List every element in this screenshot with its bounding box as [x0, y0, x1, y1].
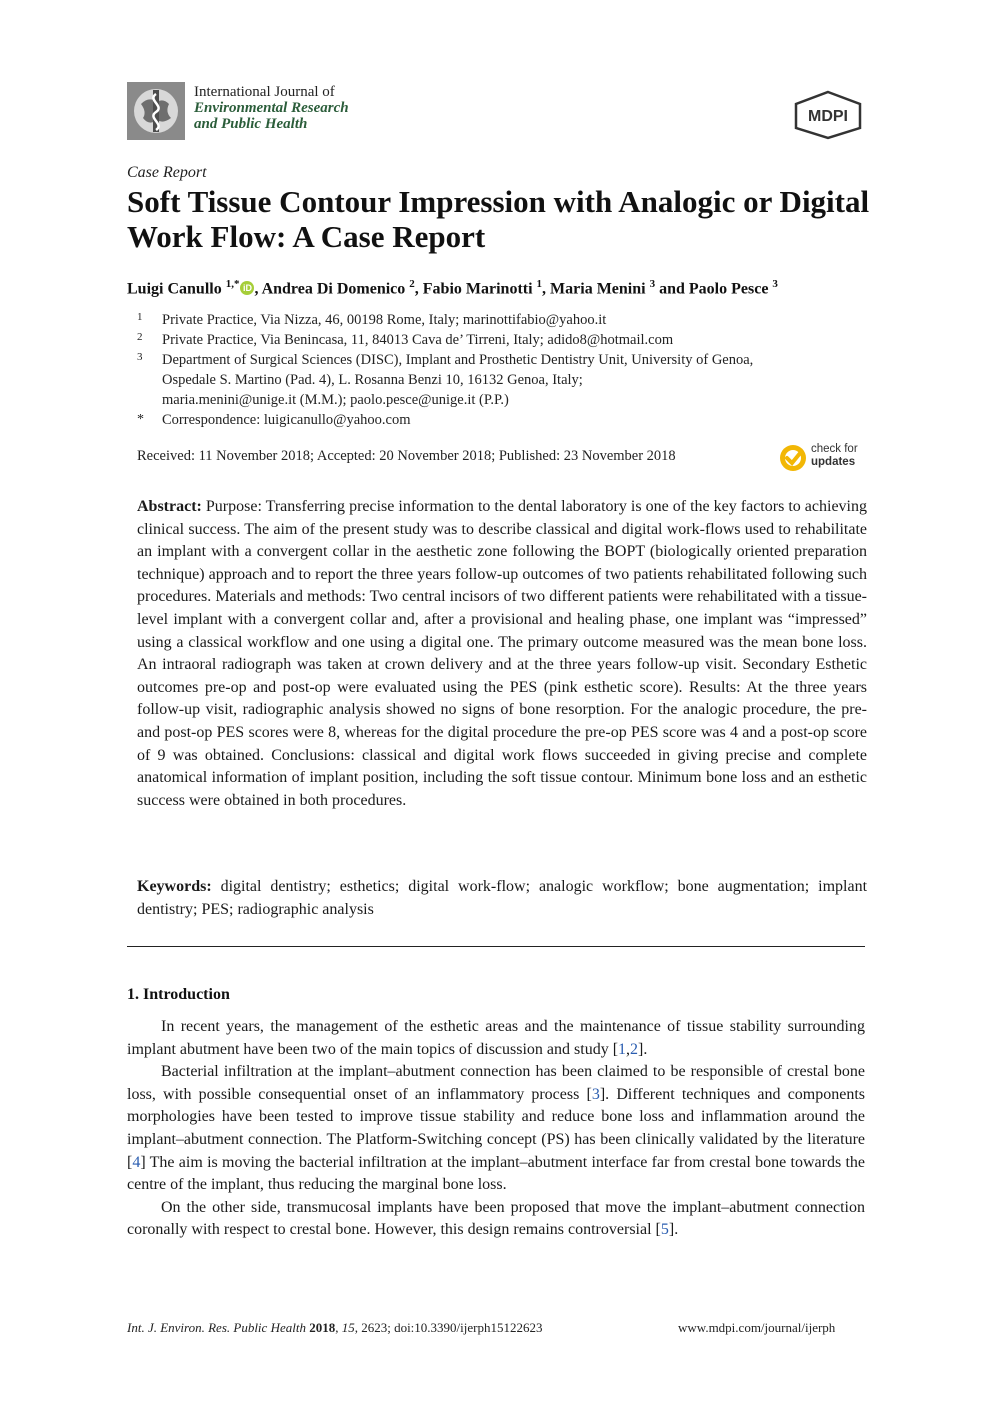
author-affiliation-marker: 2 — [409, 278, 415, 290]
affiliation-item — [137, 410, 877, 430]
article-title: Soft Tissue Contour Impression with Analogic or Digital Work Flow: A Case Report — [127, 184, 870, 254]
affiliation-item — [137, 310, 877, 330]
publication-dates: Received: 11 November 2018; Accepted: 20 November 2018; Published: 23 November 2018 — [137, 448, 676, 464]
check-updates-line1: check for — [811, 443, 858, 455]
abstract-text: Purpose: Transferring precise information to the dental laboratory is one of the key factors to achieving clinical success. The aim of the present study was to describe classical and digital work-flows used to rehabilitate an implant with a convergent collar in the aesthetic zone following the BOPT (biologically oriented preparation technique) approach and to report the three years follow-up outcomes of two patients rehabilitated following such procedures. Materials and methods: Two central incisors of two different patients were rehabilitated with a tissue-level implant with a convergent collar and, after a provisional and healing phase, one implant was “impressed” using a classical workflow and one using a digital one. The primary outcome measured was the mean bone loss. An intraoral radiograph was taken at crown delivery and at the three years follow-up visit. Secondary Esthetic outcomes pre-op and post-op were evaluated using the PES (pink esthetic score). Results: At the three years follow-up visit, radiographic analysis showed no signs of bone resorption. For the analogic procedure, the pre-and post-op PES scores were 8, whereas for the digital procedure the pre-op PES score was 4 and a post-op score of 9 was obtained. Conclusions: classical and digital work flows succeeded in giving precise and complete anatomical information of implant position, including the soft tissue contour. Minimum bone loss and an esthetic success were obtained in both procedures. — [137, 498, 867, 809]
article-type: Case Report — [127, 164, 207, 181]
keywords-label: Keywords: — [137, 878, 212, 895]
footer-url[interactable]: www.mdpi.com/journal/ijerph — [678, 1320, 836, 1335]
keywords-text: digital dentistry; esthetics; digital work-flow; analogic workflow; bone augmentation; implant dentistry; PES; radiographic analysis — [137, 878, 868, 918]
journal-name — [194, 84, 454, 132]
keywords — [137, 876, 867, 921]
orcid-icon[interactable]: iD — [240, 281, 254, 295]
section-divider — [127, 946, 865, 947]
body-paragraph: On the other side, transmucosal implants have been proposed that move the implant–abutment connection coronally with respect to crestal bone. However, this design remains controversial [5]. — [127, 1198, 865, 1239]
footer-doi: , 2623; doi:10.3390/ijerph15122623 — [354, 1320, 543, 1335]
footer-volume: 15 — [341, 1320, 355, 1335]
author-list: Luigi Canullo $^{1,*}$ iD , Andrea Di Domenico $^2$, Fabio Marinotti $^1$, Maria Menini $^3$ and Paolo Pesce $^3$ — [127, 278, 778, 298]
affiliation-marker: 1 — [137, 311, 143, 323]
citation-link[interactable]: 4 — [132, 1153, 141, 1171]
body-text — [127, 1016, 865, 1242]
abstract-label: Abstract: — [137, 498, 202, 515]
author-affiliation-marker: 3 — [649, 278, 656, 290]
author-name: Maria Menini — [550, 280, 650, 298]
affiliation-item — [137, 330, 877, 350]
author-name: Paolo Pesce — [688, 280, 773, 298]
journal-name-line1: International Journal of — [194, 84, 335, 100]
author-affiliation-marker: 3 — [772, 278, 778, 290]
check-updates-line2: updates — [811, 456, 856, 468]
mdpi-logo — [792, 90, 864, 140]
body-paragraph: Bacterial infiltration at the implant–abutment connection has been claimed to be responsible of crestal bone loss, with possible consequential onset of an inflammatory process [3]. Different techniques and components morphologies have been tested to improve tissue stability and reduce bone loss and inflammation around the implant–abutment connection. The Platform-Switching concept (PS) has been clinically validated by the literature [4] The aim is moving the bacterial infiltration at the implant–abutment interface far from crestal bone towards the centre of the implant, thus reducing the marginal bone loss. — [127, 1063, 866, 1194]
author-name: Fabio Marinotti — [422, 280, 537, 298]
affiliation-marker: 2 — [137, 331, 143, 343]
footer-year: 2018 — [309, 1320, 336, 1335]
affiliation-text: Private Practice, Via Nizza, 46, 00198 Rome, Italy; marinottifabio@yahoo.it — [162, 312, 607, 328]
journal-name-line2: Environmental Research — [194, 100, 349, 116]
body-paragraph: In recent years, the management of the esthetic areas and the maintenance of tissue stability surrounding implant abutment have been two of the main topics of discussion and study [1,2]. — [127, 1018, 865, 1058]
journal-logo — [127, 82, 185, 140]
citation-link[interactable]: 2 — [630, 1040, 639, 1058]
section-heading: 1. Introduction — [127, 986, 230, 1003]
affiliation-text: Private Practice, Via Benincasa, 11, 84013 Cava de’ Tirreni, Italy; adido8@hotmail.com — [162, 332, 674, 348]
footer-journal-abbrev: Int. J. Environ. Res. Public Health — [127, 1320, 306, 1335]
journal-name-line3: and Public Health — [194, 116, 308, 132]
author-affiliation-marker: 1 — [536, 278, 543, 290]
mdpi-logo-text: MDPI — [808, 108, 848, 125]
citation-link[interactable]: 5 — [660, 1221, 669, 1239]
check-for-updates-badge[interactable] — [778, 442, 868, 474]
affiliation-item — [137, 350, 877, 410]
footer-citation: Int. J. Environ. Res. Public Health 2018, 15, 2623; doi:10.3390/ijerph15122623 — [127, 1320, 543, 1335]
affiliation-marker: * — [137, 412, 144, 427]
affiliations — [137, 310, 877, 430]
abstract — [137, 496, 867, 812]
author-name: Andrea Di Domenico — [261, 280, 410, 298]
citation-link[interactable]: 3 — [591, 1085, 600, 1103]
affiliation-text: Department of Surgical Sciences (DISC), Implant and Prosthetic Dentistry Unit, University of Genoa, Ospedale S. Martino (Pad. 4), L. Rosanna Benzi 10, 16132 Genoa, Italy; maria.menini@unige.it (M.M.); paolo.pesce@unige.it (P.P.) — [162, 352, 754, 408]
author-affiliation-marker: 1,* — [225, 278, 240, 290]
citation-link[interactable]: 1 — [618, 1040, 627, 1058]
affiliation-marker: 3 — [137, 351, 143, 363]
affiliation-text: Correspondence: luigicanullo@yahoo.com — [162, 412, 411, 428]
author-name: Luigi Canullo — [127, 280, 226, 298]
check-updates-text — [811, 443, 858, 469]
